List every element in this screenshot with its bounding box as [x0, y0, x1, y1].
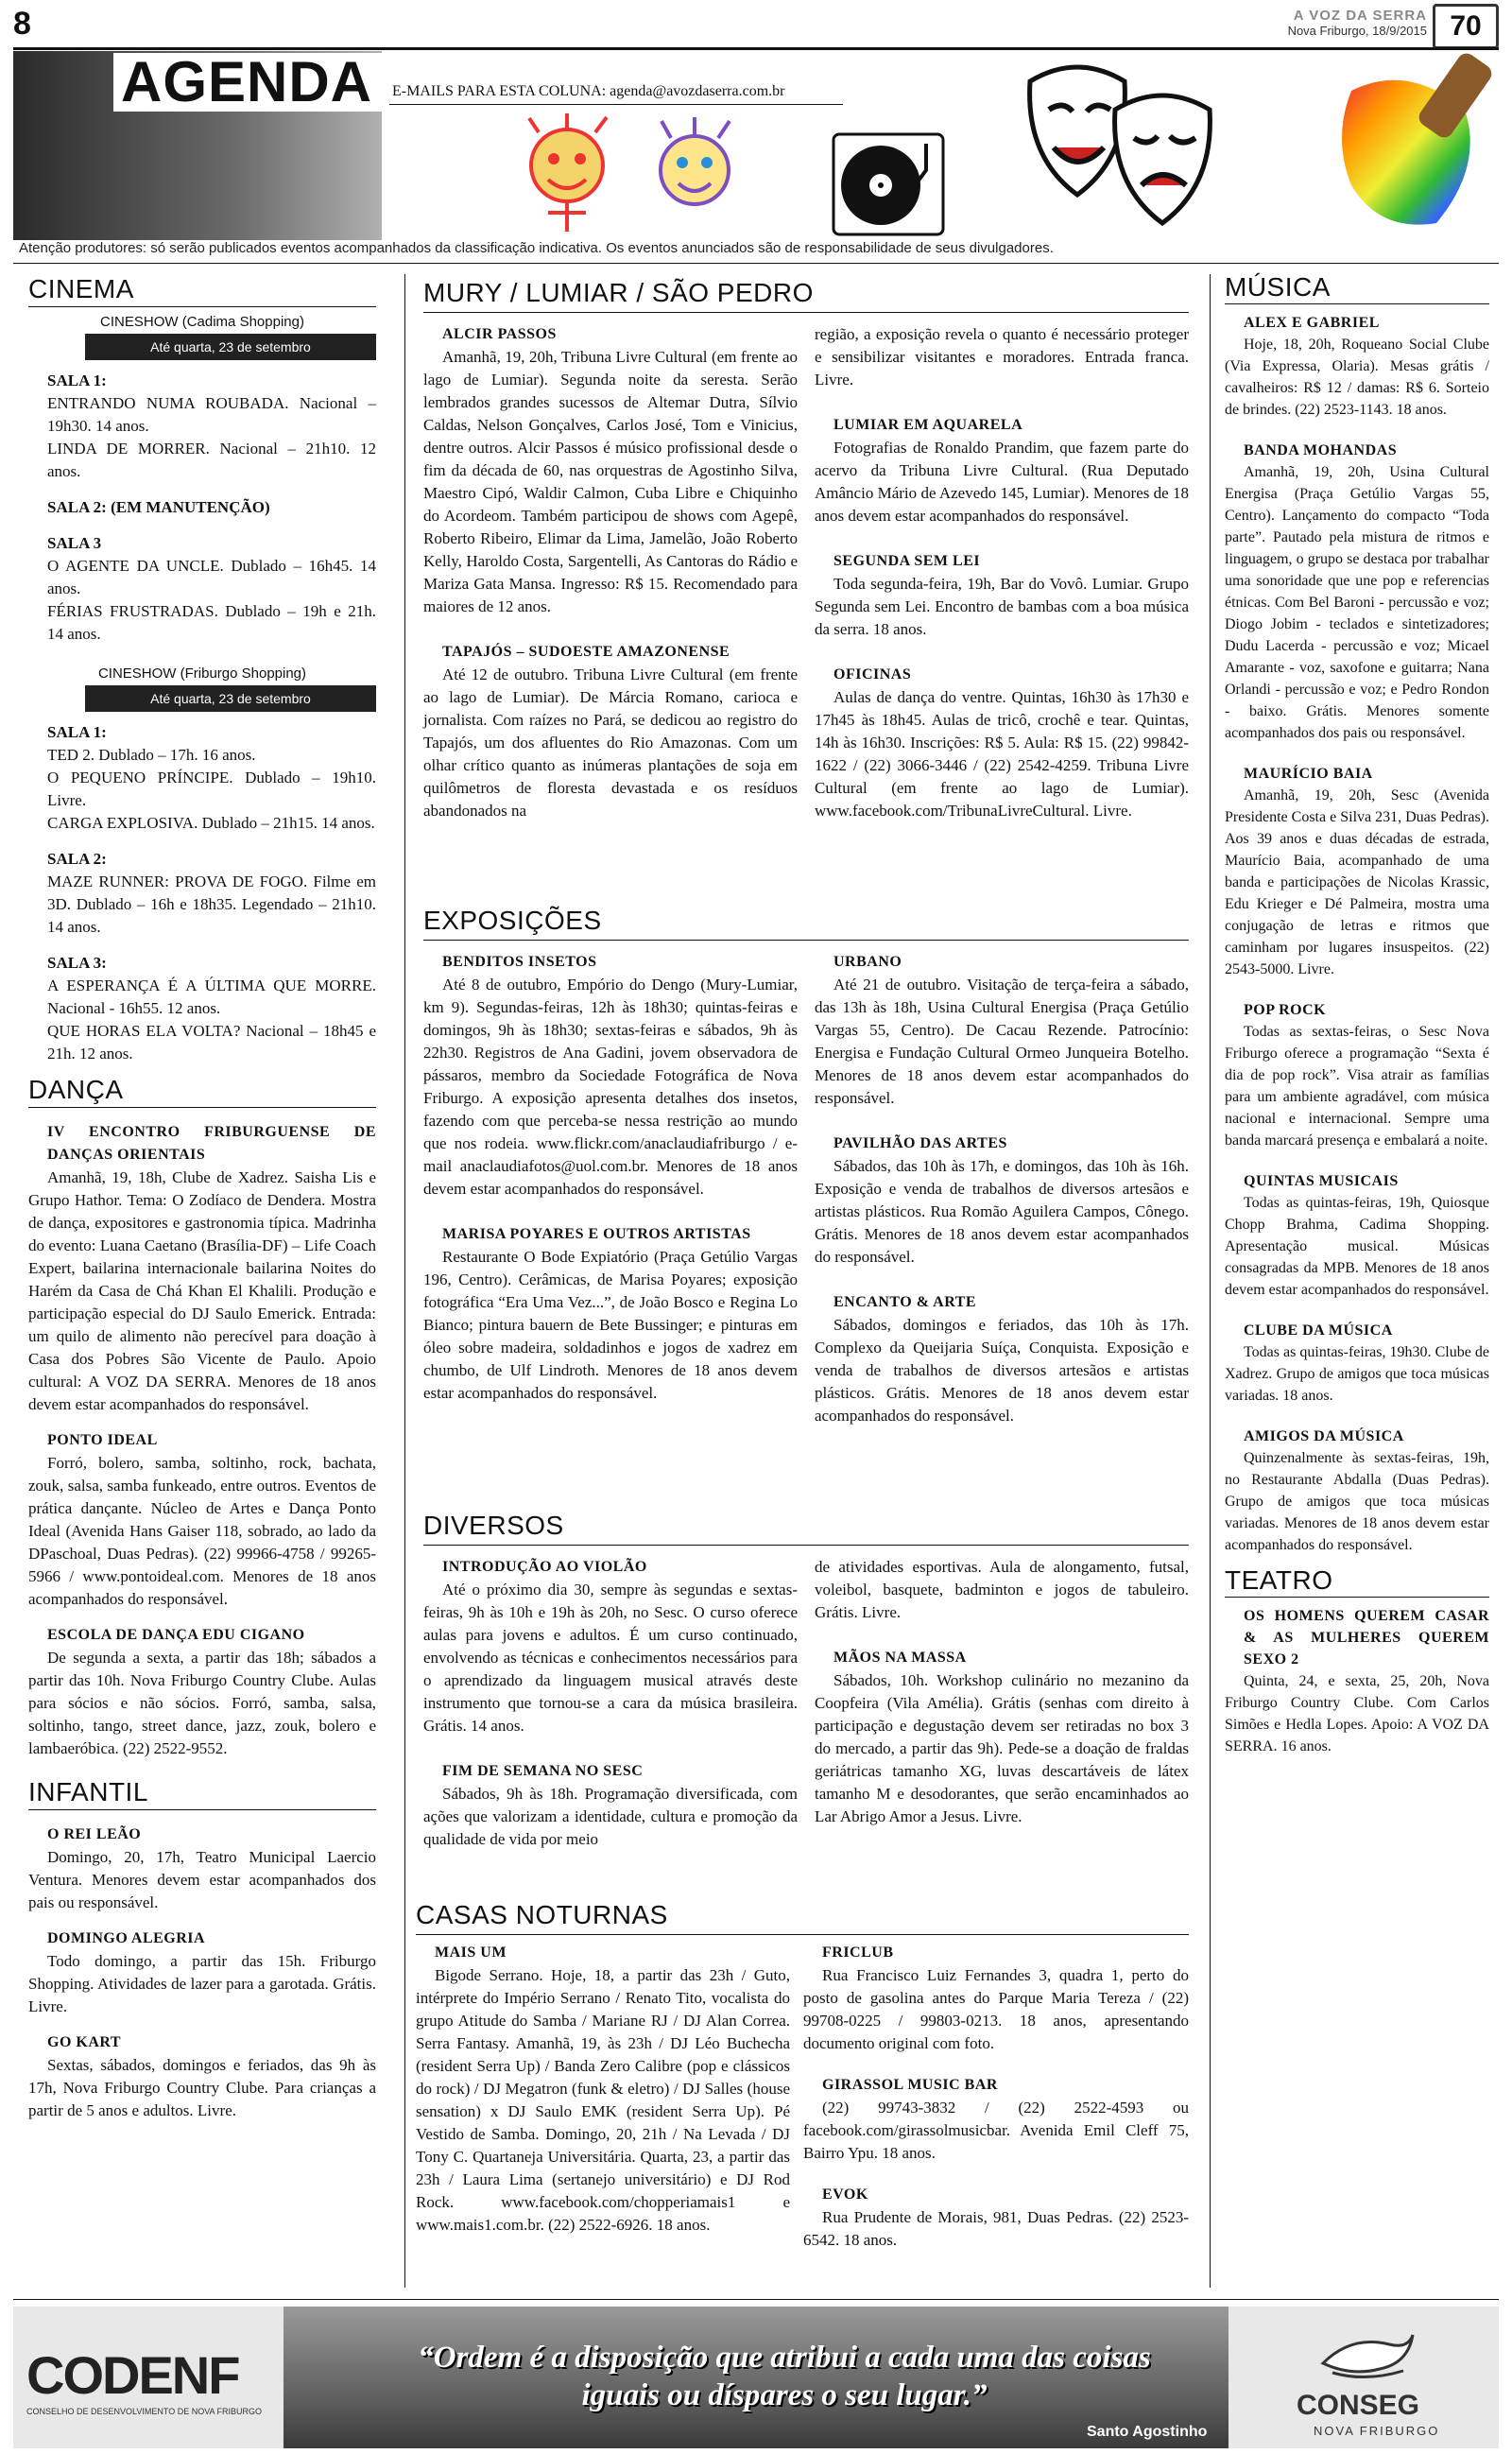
- cinema-program: [28, 370, 376, 646]
- paintbrush-icon: [1323, 53, 1499, 242]
- cinema-line: SALA 3:: [47, 954, 107, 972]
- event-title: ENCANTO & ARTE: [833, 1294, 977, 1310]
- event-title: ESCOLA DE DANÇA EDU CIGANO: [47, 1627, 305, 1643]
- column-divider: [404, 274, 405, 2288]
- event-body: Hoje, 18, 20h, Roqueano Social Clube (Via Expressa, Olaria). Mesas grátis / cavalheiros: R$ 12 / damas: R$ 6. Sorteio de brindes. (22) 2523-1143. 18 anos.: [1225, 337, 1489, 418]
- section-title-casas: CASAS NOTURNAS: [416, 1900, 668, 1929]
- event-body: Amanhã, 19, 20h, Usina Cultural Energisa (Praça Getúlio Vargas 55, Centro). Lançamento do compacto “Toda parte”. Pautado pela mistura de ritmos e linguagem, o grupo se destaca por trabalhar uma sonoridade que une pop e referencias étnicas. Com Bel Baroni - percussão e voz; Diogo Jobim - teclados e sintetizadores; Dudu Lacerda - percussão e voz; Micael Amarante - voz, saxofone e guitarra; Nana Orlandi - percussão e voz; e Pedro Rondon - baixo. Grátis. Menores somente acompanhados dos pais ou responsável.: [1225, 464, 1489, 741]
- event-title: CLUBE DA MÚSICA: [1244, 1322, 1393, 1339]
- event-title: OFICINAS: [833, 666, 912, 683]
- brand-name: A VOZ DA SERRA: [1293, 8, 1427, 24]
- column-divider: [1210, 274, 1211, 2288]
- cinema-venue: CINESHOW (Friburgo Shopping): [97, 665, 307, 682]
- notice-rule: [13, 263, 1499, 264]
- event-body: De segunda a sexta, a partir das 18h; sábados a partir das 10h. Nova Friburgo Country Clube. Aulas para sócios e não sócios. Forró, samba, salsa, soltinho, tango, street dance, jazz, zouk, bolero e lambaeróbica. (22) 2522-9552.: [28, 1649, 376, 1757]
- event-body: Amanhã, 19, 20h, Tribuna Livre Cultural (em frente ao lago de Lumiar). Segunda noite da seresta. Serão lembrados grandes sucessos de Altemar Dutra, Sílvio Caldas, Nelson Gonçalves, Carlos José, Tom e Vinicius, dentre outros. Alcir Passos é músico profissional desde o fim da década de 60, nas orquestras de Agostinho Silva, Maestro Cipó, Waldir Calmon, Cuba Libre e Chiquinho do Acordeom. Também participou de shows com Agepê, Roberto Ribeiro, Elimar da Lima, Jamelão, João Roberto Kelly, Haroldo Costa, Sargentelli, As Cantoras do Rádio e Mariza Gata Mansa. Ingresso: R$ 15. Recomendado para maiores de 12 anos.: [423, 348, 798, 615]
- event-item: [28, 1927, 376, 2018]
- event-title: OS HOMENS QUEREM CASAR & AS MULHERES QUEREM SEXO 2: [1244, 1608, 1489, 1668]
- anniversary-logo: 70: [1433, 4, 1499, 49]
- event-body: Todas as quintas-feiras, 19h30. Clube de Xadrez. Grupo de amigos que toca músicas variadas. 18 anos.: [1225, 1344, 1489, 1404]
- cinema-line: SALA 1:: [47, 723, 107, 741]
- casas-right: [803, 1938, 1189, 2252]
- cinema-dates: Até quarta, 23 de setembro: [85, 334, 376, 360]
- section-rule: [28, 1809, 376, 1810]
- section-rule: [423, 312, 1189, 313]
- cinema-line: O AGENTE DA UNCLE. Dublado – 16h45. 14 anos.: [47, 557, 376, 597]
- event-title: QUINTAS MUSICAIS: [1244, 1173, 1399, 1189]
- event-title: DOMINGO ALEGRIA: [47, 1930, 206, 1946]
- children-drawing-icon: [491, 113, 765, 236]
- event-body: Sextas, sábados, domingos e feriados, das 9h às 17h, Nova Friburgo Country Clube. Para crianças a partir de 5 anos e adultos. Livre.: [28, 2056, 376, 2119]
- event-body: Sábados, 10h. Workshop culinário no mezanino da Coopfeira (Vila Amélia). Grátis (senhas com direito à participação e degustação devem ser retiradas no box 3 do mercado, a partir das 9h). Pede-se a doação de fraldas geriátricas tamanho XG, luvas descartáveis de látex tamanho M e desodorantes, que serão encaminhados ao Lar Abrigo Amor a Jesus. Livre.: [815, 1671, 1189, 1825]
- event-body: Todas as sextas-feiras, o Sesc Nova Friburgo oferece a programação “Sexta é dia de pop rock”. Visa atrair as famílias para um ambiente agradável, com música nacional e internacional. Sempre uma banda marcará presença e embalará a noite.: [1225, 1024, 1489, 1149]
- event-body: região, a exposição revela o quanto é necessário proteger e sensibilizar visitantes e moradores. Entrada franca. Livre.: [815, 325, 1189, 389]
- exposicoes-right: [815, 945, 1189, 1427]
- event-item: [28, 1429, 376, 1611]
- event-title: IV ENCONTRO FRIBURGUENSE DE DANÇAS ORIENTAIS: [47, 1124, 376, 1163]
- event-title: URBANO: [833, 954, 902, 970]
- exposicoes-left: [423, 945, 798, 1405]
- cinema-line: MAZE RUNNER: PROVA DE FOGO. Filme em 3D. Dublado – 16h e 18h35. Legendado – 21h10. 14 anos.: [47, 873, 376, 936]
- event-title: MÃOS NA MASSA: [833, 1650, 967, 1666]
- section-rule: [28, 306, 376, 307]
- event-item: [28, 2031, 376, 2122]
- section-title-teatro: TEATRO: [1225, 1565, 1333, 1595]
- event-body: Toda segunda-feira, 19h, Bar do Vovô. Lumiar. Grupo Segunda sem Lei. Encontro de bambas com a boa música da serra. 18 anos.: [815, 575, 1189, 638]
- event-body: Quinzenalmente às sextas-feiras, 19h, no Restaurante Abdalla (Duas Pedras). Grupo de amigos que toca músicas variadas. Menores de 18 anos devem estar acompanhados do responsável.: [1225, 1450, 1489, 1553]
- section-rule: [423, 1545, 1189, 1546]
- cinema-program: [28, 721, 376, 1065]
- quote-author: Santo Agostinho: [1087, 2424, 1208, 2440]
- cinema-line: CARGA EXPLOSIVA. Dublado – 21h15. 14 anos.: [47, 814, 375, 832]
- production-notice: Atenção produtores: só serão publicados eventos acompanhados da classificação indicativa. Os eventos anunciados são de responsabilidade de seus divulgadores.: [19, 240, 1054, 256]
- conseg-logo: CONSEG: [1297, 2390, 1420, 2421]
- cinema-line: TED 2. Dublado – 17h. 16 anos.: [47, 746, 256, 764]
- event-body: Rua Francisco Luiz Fernandes 3, quadra 1, perto do posto de gasolina antes do Parque Maria Tereza / (22) 99708-0225 / 99803-0213. 18 anos, apresentando documento original com foto.: [803, 1966, 1189, 2052]
- cinema-line: ENTRANDO NUMA ROUBADA. Nacional – 19h30. 14 anos.: [47, 394, 376, 435]
- mury-right: [815, 323, 1189, 822]
- event-item: [28, 1121, 376, 1416]
- event-title: TAPAJÓS – SUDOESTE AMAZONENSE: [442, 644, 730, 660]
- event-title: EVOK: [822, 2186, 868, 2203]
- section-title-mury: MURY / LUMIAR / SÃO PEDRO: [423, 278, 814, 307]
- section-title-diversos: DIVERSOS: [423, 1511, 564, 1540]
- event-body: Rua Prudente de Morais, 981, Duas Pedras. (22) 2523-6542. 18 anos.: [803, 2208, 1189, 2249]
- page-number: 8: [13, 6, 31, 42]
- agenda-title: AGENDA: [121, 50, 373, 113]
- section-title-danca: DANÇA: [28, 1075, 124, 1104]
- diversos-left: [423, 1550, 798, 1851]
- event-title: PAVILHÃO DAS ARTES: [833, 1135, 1007, 1151]
- event-item: [28, 1823, 376, 1914]
- event-body: Todas as quintas-feiras, 19h, Quiosque Chopp Brahma, Cadima Shopping. Apresentação musical. Músicas consagradas da MPB. Menores de 18 anos devem estar acompanhados do responsável.: [1225, 1195, 1489, 1298]
- codenf-subtitle: CONSELHO DE DESENVOLVIMENTO DE NOVA FRIBURGO: [26, 2407, 263, 2416]
- codenf-logo: CODENF: [26, 2345, 239, 2405]
- section-title-exposicoes: EXPOSIÇÕES: [423, 906, 602, 935]
- section-rule: [1225, 1597, 1489, 1598]
- cinema-line: A ESPERANÇA É A ÚLTIMA QUE MORRE. Nacional - 16h55. 12 anos.: [47, 976, 376, 1017]
- cinema-line: FÉRIAS FRUSTRADAS. Dublado – 19h e 21h. 14 anos.: [47, 602, 376, 643]
- vinyl-record-icon: [832, 132, 945, 236]
- cinema-line: O PEQUENO PRÍNCIPE. Dublado – 19h10. Livre.: [47, 769, 376, 809]
- issue-date: Nova Friburgo, 18/9/2015: [1287, 24, 1427, 38]
- cinema-line: LINDA DE MORRER. Nacional – 21h10. 12 anos.: [47, 440, 376, 480]
- event-body: Amanhã, 19, 20h, Sesc (Avenida Presidente Costa e Silva 231, Duas Pedras). Aos 39 anos e duas décadas de estrada, Maurício Baia, acompanhado de uma banda e participações de Nicolas Krassic, Edu Krieger e Dé Palmeira, mostra uma conjugação de letras e ritmos que caminham por lugares insuspeitos. (22) 2543-5000. Livre.: [1225, 787, 1489, 977]
- diversos-right: [815, 1556, 1189, 1828]
- event-title: FIM DE SEMANA NO SESC: [442, 1763, 644, 1779]
- left-column: [28, 274, 376, 2122]
- event-body: Amanhã, 19, 18h, Clube de Xadrez. Saisha Lis e Grupo Hathor. Tema: O Zodíaco de Dendera. Mostra de dança, expositores e gastronomia típica. Madrinha do evento: Luana Caetano (Brasília-DF) – Life Coach Expert, bailarina internacionale bailarina Noites do Harém da Casa de Chá Khan El Khalili. Produção e participação especial do DJ Saulo Emerick. Entrada: um quilo de alimento não perecível para doação à Casa dos Pobres São Vicente de Paulo. Apoio cultural: A VOZ DA SERRA. Menores de 18 anos devem estar acompanhados do responsável.: [28, 1168, 376, 1413]
- event-title: INTRODUÇÃO AO VIOLÃO: [442, 1559, 647, 1575]
- event-body: Aulas de dança do ventre. Quintas, 16h30 às 17h30 e 17h45 às 18h45. Aulas de tricô, crochê e tear. Quintas, 14h às 16h30. Inscrições: R$ 5. Aula: R$ 15. (22) 99842-1622 / (22) 3066-3446 / (22) 2542-4259. Tribuna Livre Cultural (em frente ao lago de Lumiar). www.facebook.com/TribunaLivreCultural. Livre.: [815, 688, 1189, 820]
- event-title: ALEX E GABRIEL: [1244, 315, 1380, 331]
- event-title: GIRASSOL MUSIC BAR: [822, 2077, 998, 2093]
- event-item: [28, 1624, 376, 1760]
- event-body: Sábados, das 10h às 17h, e domingos, das 10h às 16h. Exposição e venda de trabalhos de diversos artesãos e artistas plásticos. Rua Romão Aguilera Campos, Cônego. Grátis. Menores de 18 anos devem estar acompanhados do responsável.: [815, 1157, 1189, 1266]
- event-body: Forró, bolero, samba, soltinho, rock, bachata, zouk, salsa, samba funkeado, entre outros. Eventos de prática dançante. Núcleo de Artes e Dança Ponto Ideal (Avenida Hans Gaiser 118, sobrado, ao lado da DPaschoal, Duas Pedras). (22) 99966-4758 / 99265-5966 / www.pontoideal.com. Menores de 18 anos acompanhados do responsável.: [28, 1454, 376, 1608]
- event-body: Até o próximo dia 30, sempre às segundas e sextas-feiras, 9h às 10h e 19h às 20h, no Sesc. O curso oferece aulas para jovens e adultos. É um curso continuado, envolvendo as técnicas e conhecimentos necessários para o aprendizado da linguagem musical através deste instrumento que tornou-se a cara da música brasileira. Grátis. 14 anos.: [423, 1581, 798, 1735]
- event-title: AMIGOS DA MÚSICA: [1244, 1428, 1404, 1444]
- theater-masks-icon: [1021, 53, 1219, 242]
- event-body: Quinta, 24, e sexta, 25, 20h, Nova Friburgo Country Clube. Com Carlos Simões e Hedla Lopes. Apoio: A VOZ DA SERRA. 16 anos.: [1225, 1673, 1489, 1754]
- banner-emails: E-MAILS PARA ESTA COLUNA: agenda@avozdaserra.com.br: [392, 83, 785, 99]
- event-title: O REI LEÃO: [47, 1826, 142, 1842]
- event-title: MAIS UM: [435, 1944, 507, 1961]
- event-body: Sábados, 9h às 18h. Programação diversificada, com ações que valorizam a identidade, cultura e promoção da qualidade de vida por meio: [423, 1785, 798, 1848]
- cinema-line: SALA 2:: [47, 850, 107, 868]
- casas-left: [416, 1938, 790, 2237]
- event-body: Sábados, domingos e feriados, das 10h às 17h. Complexo da Queijaria Suíça, Conquista. Exposição e venda de trabalhos de diversos artesãos e artistas plásticos. Grátis. Menores de 18 anos devem estar acompanhados do responsável.: [815, 1316, 1189, 1425]
- section-rule: [28, 1107, 376, 1108]
- section-rule: [1225, 303, 1489, 304]
- footer-quote: “Ordem é a disposição que atribui a cada uma das coisas iguais ou díspares o seu lugar.”: [418, 2341, 1151, 2412]
- event-body: (22) 99743-3832 / (22) 2522-4593 ou facebook.com/girassolmusicbar. Avenida Emil Cleff 75, Bairro Ypu. 18 anos.: [803, 2099, 1189, 2162]
- cinema-line: SALA 3: [47, 534, 102, 552]
- section-rule: [416, 1934, 1189, 1935]
- event-title: SEGUNDA SEM LEI: [833, 553, 981, 569]
- cinema-venue: CINESHOW (Cadima Shopping): [100, 314, 304, 330]
- event-title: PONTO IDEAL: [47, 1432, 158, 1448]
- cinema-line: SALA 2: (EM MANUTENÇÃO): [47, 498, 270, 516]
- event-body: Fotografias de Ronaldo Prandim, que fazem parte do acervo da Tribuna Livre Cultural. (Rua Deputado Amâncio Mário de Azevedo 145, Lumiar). Menores de 18 anos devem estar acompanhados do responsável.: [815, 439, 1189, 525]
- cinema-line: SALA 1:: [47, 372, 107, 389]
- emails-rule: [389, 104, 843, 105]
- event-body: Bigode Serrano. Hoje, 18, a partir das 23h / Guto, intérprete do Império Serrano / Renato Tito, vocalista do grupo Atitude do Samba / Mariane RJ / DJ Alan Correa. Serra Fantasy. Amanhã, 19, às 23h / DJ Léo Buchecha (resident Serra Up) / Banda Zero Calibre (pop e clássicos do rock) / DJ Megatron (funk & eletro) / DJ Salles (house sensation) x DJ Saulo EMK (resident Serra Up). Pé Vestido de Samba. Domingo, 20, 21h / Na Levada / DJ Tony C. Quartaneja Universitária. Quarta, 23, a partir das 23h / Laura Lima (sertanejo universitário) e DJ Rod Rock. www.facebook.com/chopperiamais1 e www.mais1.com.br. (22) 2522-6926. 18 anos.: [416, 1966, 790, 2234]
- event-body: Até 21 de outubro. Visitação de terça-feira a sábado, das 13h às 18h, Usina Cultural Energisa (Praça Getúlio Vargas 55, Centro). De Cacau Rezende. Patrocínio: Energisa e Fundação Cultural Ormeo Junqueira Botelho. Menores de 18 anos devem estar acompanhados do responsável.: [815, 976, 1189, 1107]
- masthead: [1288, 8, 1427, 38]
- event-body: Até 12 de outubro. Tribuna Livre Cultural (em frente ao lago de Lumiar). De Márcia Romano, carioca e jornalista. Com raízes no Pará, se dedicou ao registro do Tapajós, um dos afluentes do Rio Amazonas. Com um olhar crítico quanto as inúmeras plantações de soja em quilômetros de floresta devastada e os resíduos abandonados na: [423, 665, 798, 820]
- section-title-cinema: CINEMA: [28, 274, 134, 303]
- conseg-dove-icon: [1314, 2325, 1418, 2386]
- cinema-line: QUE HORAS ELA VOLTA? Nacional – 18h45 e 21h. 12 anos.: [47, 1022, 376, 1063]
- event-title: LUMIAR EM AQUARELA: [833, 417, 1023, 433]
- event-title: MARISA POYARES E OUTROS ARTISTAS: [442, 1226, 751, 1242]
- cinema-dates: Até quarta, 23 de setembro: [85, 685, 376, 712]
- event-title: BENDITOS INSETOS: [442, 954, 597, 970]
- mury-left: [423, 318, 798, 822]
- event-body: Domingo, 20, 17h, Teatro Municipal Laercio Ventura. Menores devem estar acompanhados dos pais ou responsável.: [28, 1848, 376, 1911]
- event-title: FRICLUB: [822, 1944, 894, 1961]
- section-rule: [423, 940, 1189, 941]
- event-body: de atividades esportivas. Aula de alongamento, futsal, voleibol, basquete, badminton e jogos de tabuleiro. Grátis. Livre.: [815, 1558, 1189, 1621]
- event-title: MAURÍCIO BAIA: [1244, 766, 1373, 782]
- event-body: Até 8 de outubro, Empório do Dengo (Mury-Lumiar, km 9). Segundas-feiras, 12h às 18h30; quintas-feiras e domingos, 9h às 18h30; sextas-feiras e sábados, 9h às 22h30. Registros de Ana Gadini, jovem observadora de pássaros, membro da Sociedade Fotográfica de Nova Friburgo. A exposição apresenta detalhes dos insetos, fazendo com que perceba-se nessa restrição ao mundo que nos rodeia. www.flickr.com/anaclaudiafriburgo / e-mail anaclaudiafotos@uol.com.br. Menores de 18 anos devem estar acompanhados do responsável.: [423, 976, 798, 1198]
- event-title: ALCIR PASSOS: [442, 326, 557, 342]
- section-title-infantil: INFANTIL: [28, 1777, 148, 1806]
- conseg-subtitle: NOVA FRIBURGO: [1314, 2424, 1440, 2438]
- event-body: Restaurante O Bode Expiatório (Praça Getúlio Vargas 196, Centro). Cerâmicas, de Marisa Poyares; exposição fotográfica “Era Uma Vez...”, de João Bosco e Regina Lo Bianco; pintura bauern de Bete Bussinger; e pinturas em óleo sobre madeira, soldadinhos e jogos de xadrez em chumbo, de Ulf Lindroth. Menores de 18 anos devem estar acompanhados do responsável.: [423, 1248, 798, 1402]
- event-title: GO KART: [47, 2034, 122, 2050]
- event-body: Todo domingo, a partir das 15h. Friburgo Shopping. Atividades de lazer para a garotada. Grátis. Livre.: [28, 1952, 376, 2015]
- event-title: BANDA MOHANDAS: [1244, 442, 1398, 458]
- section-title-musica: MÚSICA: [1225, 272, 1331, 302]
- footer-rule: [13, 2299, 1499, 2300]
- event-title: POP ROCK: [1244, 1002, 1327, 1018]
- right-column: [1225, 272, 1489, 1757]
